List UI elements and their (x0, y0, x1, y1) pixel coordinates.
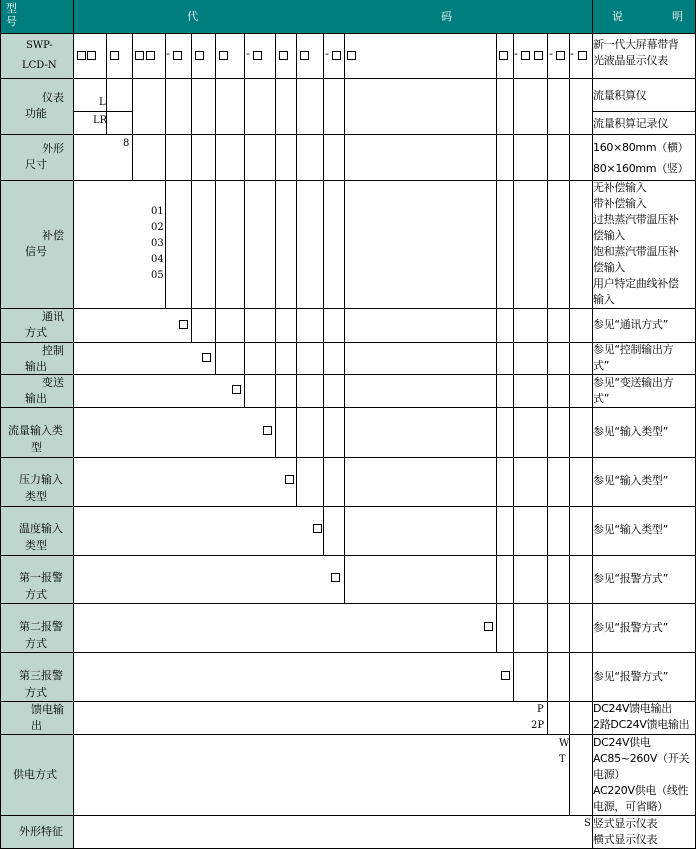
shape-label: 外形特征 (19, 825, 63, 838)
compensation-code: 05 (151, 270, 164, 281)
flow-input-label-2: 型 (31, 441, 42, 454)
header-code-left: 代 (187, 10, 198, 23)
header-model-label: 型号 (6, 2, 17, 28)
power-desc: DC24V供电 AC85~260V（开关 电源） AC220V供电（线性 电源，可省略） (593, 736, 690, 813)
col-divider (569, 34, 570, 815)
code-slot-box (87, 51, 96, 60)
code-slot-dash: - (514, 47, 518, 60)
function-label-2: 功能 (25, 107, 47, 120)
compensation-code: 03 (151, 238, 164, 249)
model-description: 新一代大屏幕带背 光液晶显示仪表 (593, 38, 679, 67)
alarm3-label: 第三报警 (19, 669, 63, 682)
temp-input-code-box (313, 524, 322, 533)
code-slot-box (534, 51, 543, 60)
control-code-box (202, 353, 211, 362)
col-divider (323, 34, 324, 555)
temp-input-label-2: 类型 (25, 539, 47, 552)
row-divider (593, 111, 696, 112)
feed-label: 馈电输 (31, 703, 64, 716)
header-code-cell (74, 0, 592, 33)
col-divider (0, 0, 1, 849)
code-slot-box (347, 51, 356, 60)
pressure-input-code-box (285, 475, 294, 484)
flow-input-desc: 参见“输入类型” (593, 425, 668, 438)
transmit-label: 变送 (42, 376, 64, 389)
compensation-code: 04 (151, 254, 164, 265)
alarm1-label-2: 方式 (25, 588, 47, 601)
code-slot-box (556, 51, 565, 60)
col-divider (191, 34, 192, 342)
flow-input-code-box (263, 426, 272, 435)
code-slot-dash: - (325, 47, 329, 60)
code-slot-box (332, 51, 341, 60)
code-slot-box (195, 51, 204, 60)
col-divider (215, 34, 216, 374)
compensation-desc: 无补偿输入 带补偿输入 过热蒸汽带温压补 偿输入 饱和蒸汽带温压补 偿输入 用户特定曲线补偿 输入 (593, 181, 679, 306)
feed-code-2p: 2P (531, 720, 545, 731)
alarm1-label: 第一报警 (19, 571, 63, 584)
header-desc-right: 明 (672, 10, 683, 23)
transmit-desc: 参见“变送输出方 式” (593, 376, 674, 405)
function-code-lr: LR (93, 115, 108, 126)
temp-input-desc: 参见“输入类型” (593, 523, 668, 536)
temp-input-label: 温度输入 (19, 522, 63, 535)
shape-code: S (584, 818, 591, 829)
header-code-right: 码 (441, 10, 452, 23)
alarm2-label: 第二报警 (19, 620, 63, 633)
alarm1-code-box (331, 573, 340, 582)
header-desc-left: 说 (612, 10, 623, 23)
col-divider (73, 0, 74, 849)
compensation-code: 01 (151, 206, 164, 217)
col-divider (513, 34, 514, 701)
code-slot-box (173, 51, 182, 60)
function-desc-1: 流量积算仪 (593, 89, 647, 102)
shape-desc: 竖式显示仪表 横式显示仪表 (593, 817, 658, 846)
code-slot-box (219, 51, 228, 60)
size-desc: 160×80mm（横） 80×160mm（竖） (593, 141, 689, 175)
alarm3-code-box (501, 671, 510, 680)
code-slot-dash: - (166, 47, 170, 60)
code-slot-box (146, 51, 155, 60)
control-label: 控制 (42, 344, 64, 357)
alarm2-desc: 参见“报警方式” (593, 621, 668, 634)
col-divider (275, 34, 276, 457)
compensation-label-2: 信号 (25, 245, 47, 258)
code-slot-box (578, 51, 587, 60)
control-label-2: 输出 (25, 360, 47, 373)
col-divider (296, 34, 297, 506)
comm-desc: 参见“通讯方式” (593, 318, 668, 331)
model-prefix-line1: SWP- (26, 40, 53, 51)
model-prefix-line2: LCD-N (22, 60, 57, 71)
code-slot-box (110, 51, 119, 60)
feed-code-p: P (537, 704, 544, 715)
size-label: 外形 (42, 142, 64, 155)
transmit-code-box (232, 385, 241, 394)
comm-code-box (179, 320, 188, 329)
alarm3-desc: 参见“报警方式” (593, 670, 668, 683)
col-divider (547, 34, 548, 734)
size-code: 8 (123, 138, 130, 149)
function-label: 仪表 (42, 91, 64, 104)
col-divider (496, 34, 497, 652)
row-divider (73, 111, 133, 112)
power-label: 供电方式 (13, 768, 57, 781)
power-code-w: W (559, 738, 570, 749)
code-slot-box (135, 51, 144, 60)
col-divider (165, 34, 166, 308)
alarm2-code-box (484, 622, 493, 631)
size-label-2: 尺寸 (25, 158, 47, 171)
function-code-l: L (99, 97, 106, 108)
power-code-t: T (559, 754, 566, 765)
function-desc-2: 流量积算记录仪 (593, 117, 668, 130)
pressure-input-label-2: 类型 (25, 490, 47, 503)
compensation-code: 02 (151, 222, 164, 233)
pressure-input-label: 压力输入 (19, 473, 63, 486)
col-divider (132, 34, 133, 180)
code-slot-box (279, 51, 288, 60)
code-slot-box (521, 51, 530, 60)
code-slot-dash: - (570, 47, 574, 60)
alarm2-label-2: 方式 (25, 637, 47, 650)
flow-input-label: 流量输入类 (8, 424, 63, 437)
code-slot-box (253, 51, 262, 60)
alarm1-desc: 参见“报警方式” (593, 572, 668, 585)
code-slot-box (300, 51, 309, 60)
col-divider (244, 34, 245, 407)
comm-label: 通讯 (42, 310, 64, 323)
code-slot-box (499, 51, 508, 60)
comm-label-2: 方式 (25, 326, 47, 339)
pressure-input-desc: 参见“输入类型” (593, 474, 668, 487)
compensation-label: 补偿 (42, 229, 64, 242)
col-divider (344, 34, 345, 603)
control-desc: 参见“控制输出方 式” (593, 343, 674, 372)
alarm3-label-2: 方式 (25, 686, 47, 699)
code-slot-dash: - (549, 47, 553, 60)
feed-desc: DC24V馈电输出 2路DC24V馈电输出 (593, 702, 690, 731)
code-slot-dash: - (246, 47, 250, 60)
code-slot-box (77, 51, 86, 60)
feed-label-2: 出 (31, 719, 42, 732)
transmit-label-2: 输出 (25, 392, 47, 405)
